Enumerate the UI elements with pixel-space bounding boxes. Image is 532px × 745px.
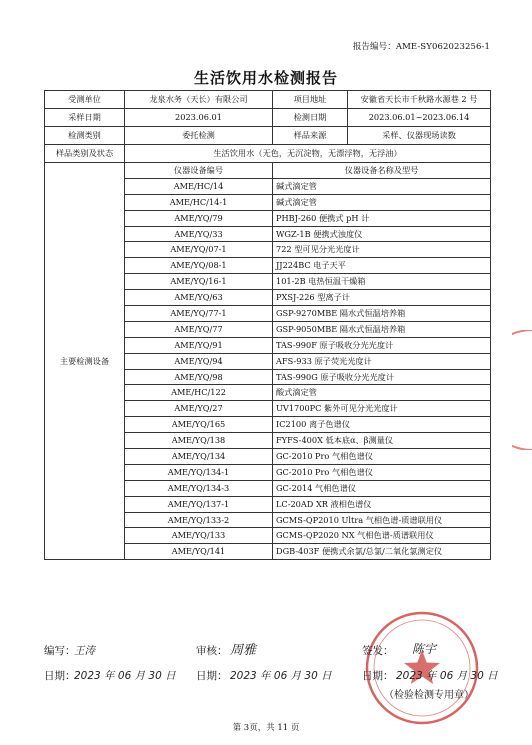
equipment-header-row	[45, 163, 491, 179]
info-row-client	[45, 91, 491, 109]
client-value: 龙泉水务（天长）有限公司	[125, 91, 273, 109]
equipment-name: GCMS-QP2020 NX 气相色谱-质谱联用仪	[273, 528, 491, 544]
equipment-id: AME/YQ/79	[125, 210, 273, 226]
compiler-date-label: 日期：	[44, 670, 76, 682]
info-row-category	[45, 127, 491, 145]
category-value: 委托检测	[125, 127, 273, 145]
address-label: 项目地址	[273, 91, 348, 109]
equipment-name: GC-2010 Pro 气相色谱仪	[273, 449, 491, 465]
equipment-id: AME/YQ/134-1	[125, 464, 273, 480]
equipment-id: AME/YQ/08-1	[125, 258, 273, 274]
client-label: 受测单位	[45, 91, 125, 109]
equipment-id: AME/YQ/133	[125, 528, 273, 544]
compiler-date: 2023 年 06 月 30 日	[74, 670, 176, 682]
equipment-id: AME/YQ/91	[125, 337, 273, 353]
equipment-name: GSP-9050MBE 隔水式恒温培养箱	[273, 321, 491, 337]
approver-date-label: 日期：	[362, 670, 394, 682]
equipment-id: AME/YQ/98	[125, 369, 273, 385]
equipment-id: AME/YQ/07-1	[125, 242, 273, 258]
equipment-name: PHBJ-260 便携式 pH 计	[273, 210, 491, 226]
equipment-name: PXSJ-226 型离子计	[273, 290, 491, 306]
equipment-name: 722 型可见分光光度计	[273, 242, 491, 258]
equipment-id: AME/YQ/141	[125, 544, 273, 560]
state-label: 样品类别及状态	[45, 145, 125, 163]
compiler-signature: 王涛	[74, 645, 95, 657]
category-label: 检测类别	[45, 127, 125, 145]
equipment-id: AME/YQ/94	[125, 353, 273, 369]
info-row-state	[45, 145, 491, 163]
info-row-dates	[45, 109, 491, 127]
reviewer-date-label: 日期：	[196, 670, 228, 682]
equipment-id: AME/YQ/137-1	[125, 496, 273, 512]
state-value: 生活饮用水（无色，无沉淀物，无漂浮物，无浮油）	[125, 145, 491, 163]
reviewer-signature: 周雅	[230, 643, 257, 658]
reviewer-label: 审核：	[196, 645, 228, 657]
equipment-name: FYFS-400X 低本底α、β测量仪	[273, 433, 491, 449]
equipment-name: 碱式滴定管	[273, 178, 491, 194]
equipment-name: IC2100 离子色谱仪	[273, 417, 491, 433]
edge-seal-fragment	[512, 330, 532, 450]
equipment-name: TAS-990G 原子吸收分光光度计	[273, 369, 491, 385]
equipment-id: AME/YQ/138	[125, 433, 273, 449]
equipment-id: AME/YQ/165	[125, 417, 273, 433]
equipment-name: TAS-990F 原子吸收分光光度计	[273, 337, 491, 353]
equipment-name: 碱式滴定管	[273, 194, 491, 210]
report-number: 报告编号：AME-SY062023256-1	[352, 42, 490, 52]
equipment-id: AME/HC/14-1	[125, 194, 273, 210]
test-date-label: 检测日期	[273, 109, 348, 127]
address-value: 安徽省天长市千秋路水源巷 2 号	[348, 91, 491, 109]
equipment-id: AME/YQ/133-2	[125, 512, 273, 528]
equipment-name: GC-2014 气相色谱仪	[273, 480, 491, 496]
approver-signature: 陈宇	[412, 642, 437, 656]
equipment-name: GC-2010 Pro 气相色谱仪	[273, 464, 491, 480]
source-value: 采样、仪器现场读数	[348, 127, 491, 145]
equipment-name: JJ224BC 电子天平	[273, 258, 491, 274]
document-title: 生活饮用水检测报告	[193, 69, 338, 87]
equipment-id: AME/YQ/134	[125, 449, 273, 465]
equipment-id: AME/YQ/33	[125, 226, 273, 242]
reviewer-date: 2023 年 06 月 30 日	[230, 670, 332, 682]
seal-note: （检验检测专用章）	[384, 690, 474, 701]
equipment-col-id: 仪器设备编号	[125, 163, 273, 179]
equipment-name: LC-20AD XR 液相色谱仪	[273, 496, 491, 512]
sampling-date-label: 采样日期	[45, 109, 125, 127]
equipment-name: WGZ-1B 便携式浊度仪	[273, 226, 491, 242]
equipment-name: AFS-933 原子荧光光度计	[273, 353, 491, 369]
equipment-id: AME/YQ/16-1	[125, 274, 273, 290]
equipment-col-name: 仪器设备名称及型号	[273, 163, 491, 179]
equipment-id: AME/HC/14	[125, 178, 273, 194]
test-date-value: 2023.06.01~2023.06.14	[348, 109, 491, 127]
approver-date: 2023 年 06 月 30 日	[396, 670, 498, 682]
equipment-id: AME/YQ/27	[125, 401, 273, 417]
equipment-id: AME/YQ/77-1	[125, 306, 273, 322]
compiler-label: 编写：	[44, 645, 76, 657]
approver-label: 签发：	[362, 645, 394, 657]
equipment-section-label: 主要检测设备	[45, 163, 125, 560]
page-footer: 第 3页，共 11 页	[232, 723, 300, 733]
equipment-name: GCMS-QP2010 Ultra 气相色谱-质谱联用仪	[273, 512, 491, 528]
equipment-id: AME/HC/122	[125, 385, 273, 401]
equipment-name: GSP-9270MBE 隔水式恒温培养箱	[273, 306, 491, 322]
equipment-name: 酸式滴定管	[273, 385, 491, 401]
report-table	[44, 90, 491, 560]
equipment-id: AME/YQ/63	[125, 290, 273, 306]
equipment-name: UV1700PC 紫外可见分光光度计	[273, 401, 491, 417]
equipment-name: 101-2B 电热恒温干燥箱	[273, 274, 491, 290]
equipment-id: AME/YQ/77	[125, 321, 273, 337]
equipment-name: DGB-403F 便携式余氯/总氯/二氧化氯测定仪	[273, 544, 491, 560]
equipment-id: AME/YQ/134-3	[125, 480, 273, 496]
source-label: 样品来源	[273, 127, 348, 145]
sampling-date-value: 2023.06.01	[125, 109, 273, 127]
